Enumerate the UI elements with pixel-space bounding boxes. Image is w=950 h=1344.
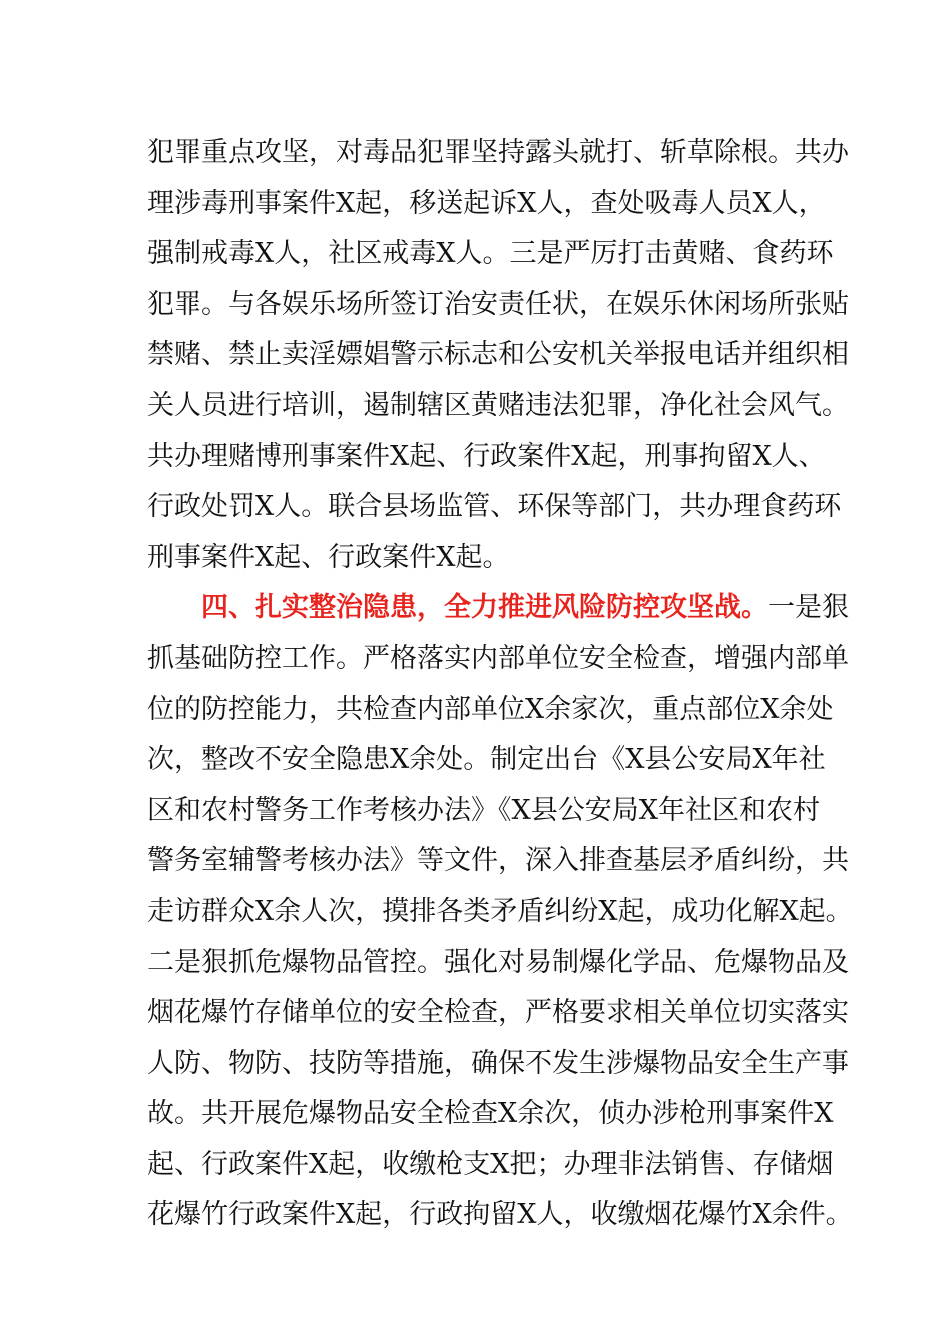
document-body xyxy=(147,128,853,1241)
body-line: 警务室辅警考核办法》等文件，深入排查基层矛盾纠纷，共 xyxy=(147,845,849,877)
body-line: 起、行政案件X起，收缴枪支X把；办理非法销售、存储烟 xyxy=(147,1148,834,1180)
section-heading-line xyxy=(147,583,849,634)
section-first-line-text: 一是狠 xyxy=(768,592,849,624)
section-heading: 四、扎实整治隐患，全力推进风险防控攻坚战。 xyxy=(201,592,768,624)
body-line: 次，整改不安全隐患X余处。制定出台《X县公安局X年社 xyxy=(147,744,826,776)
body-line: 刑事案件X起、行政案件X起。 xyxy=(147,541,510,573)
body-line: 故。共开展危爆物品安全检查X余次，侦办涉枪刑事案件X xyxy=(147,1098,834,1130)
body-line: 走访群众X余人次，摸排各类矛盾纠纷X起，成功化解X起。 xyxy=(147,895,853,927)
body-line: 花爆竹行政案件X起，行政拘留X人，收缴烟花爆竹X余件。 xyxy=(147,1199,853,1231)
body-line: 位的防控能力，共检查内部单位X余家次，重点部位X余处 xyxy=(147,693,834,725)
body-line: 禁赌、禁止卖淫嫖娼警示标志和公安机关举报电话并组织相 xyxy=(147,339,849,371)
body-line: 二是狠抓危爆物品管控。强化对易制爆化学品、危爆物品及 xyxy=(147,946,849,978)
body-line: 行政处罚X人。联合县场监管、环保等部门，共办理食药环 xyxy=(147,491,842,523)
body-line: 人防、物防、技防等措施，确保不发生涉爆物品安全生产事 xyxy=(147,1047,849,1079)
body-line: 区和农村警务工作考核办法》《X县公安局X年社区和农村 xyxy=(147,794,820,826)
body-line: 关人员进行培训，遏制辖区黄赌违法犯罪，净化社会风气。 xyxy=(147,389,849,421)
body-line: 共办理赌博刑事案件X起、行政案件X起，刑事拘留X人、 xyxy=(147,440,826,472)
body-line: 犯罪。与各娱乐场所签订治安责任状，在娱乐休闲场所张贴 xyxy=(147,288,849,320)
body-line: 犯罪重点攻坚，对毒品犯罪坚持露头就打、斩草除根。共办 xyxy=(147,137,849,168)
body-line: 烟花爆竹存储单位的安全检查，严格要求相关单位切实落实 xyxy=(147,997,849,1029)
body-line: 理涉毒刑事案件X起，移送起诉X人，查处吸毒人员X人， xyxy=(147,187,826,219)
body-line: 抓基础防控工作。严格落实内部单位安全检查，增强内部单 xyxy=(147,642,849,674)
body-line: 强制戒毒X人，社区戒毒X人。三是严厉打击黄赌、食药环 xyxy=(147,238,834,270)
